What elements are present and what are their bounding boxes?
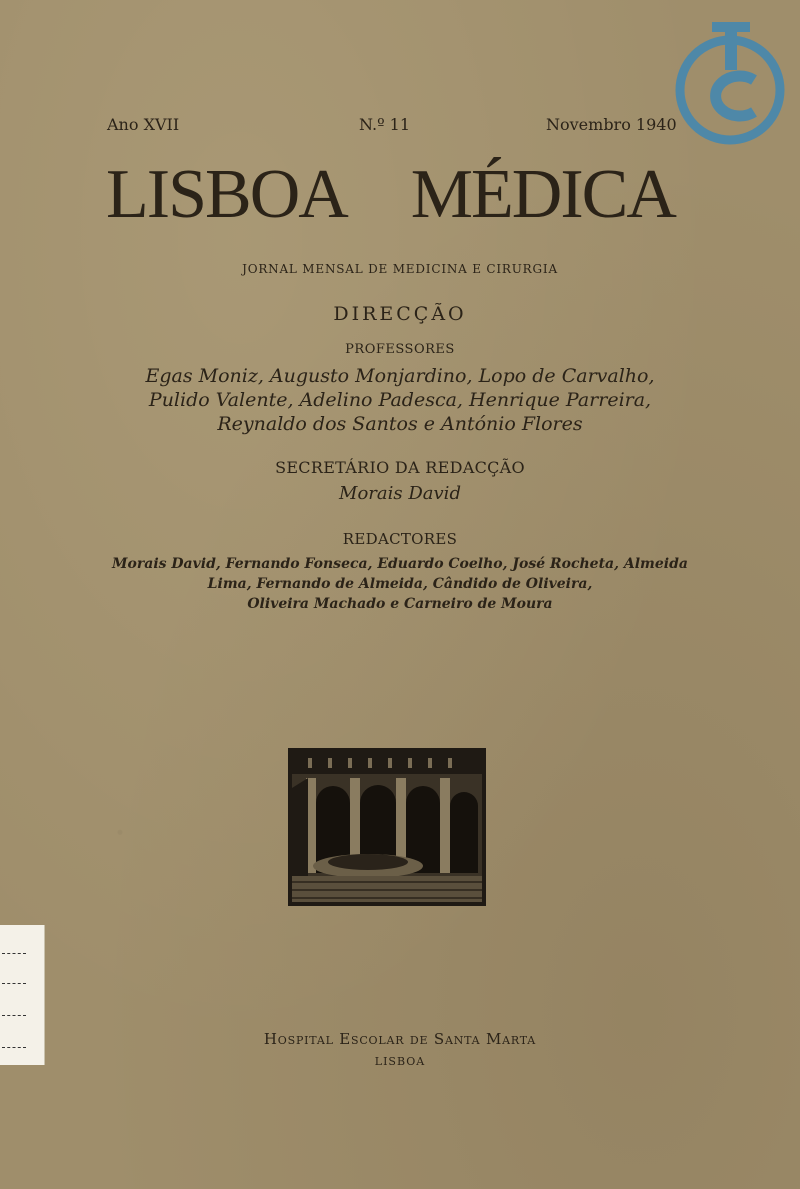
publisher-line: Hospital Escolar de Santa Marta bbox=[263, 1030, 537, 1048]
redactores-line: Lima, Fernando de Almeida, Cândido de Oliveira, bbox=[207, 576, 593, 592]
secretario-name: Morais David bbox=[339, 483, 461, 504]
journal-title bbox=[106, 156, 675, 233]
redactores-line: Morais David, Fernando Fonseca, Eduardo Coelho, José Rocheta, Almeida bbox=[112, 556, 688, 572]
professors-line: Reynaldo dos Santos e António Flores bbox=[217, 413, 583, 435]
issue-year: Ano XVII bbox=[107, 115, 180, 134]
title-word-medica: MÉDICA bbox=[410, 156, 675, 233]
secretario-heading: SECRETÁRIO DA REDACÇÃO bbox=[275, 458, 525, 477]
direccao-heading: DIRECÇÃO bbox=[333, 303, 467, 325]
library-stamp-logo bbox=[674, 20, 786, 146]
issue-number: N.º 11 bbox=[359, 115, 411, 134]
redactores-line: Oliveira Machado e Carneiro de Moura bbox=[247, 596, 553, 612]
issue-date: Novembro 1940 bbox=[546, 115, 677, 134]
library-label bbox=[0, 925, 45, 1065]
redactores-heading: REDACTORES bbox=[342, 530, 458, 548]
professores-label: PROFESSORES bbox=[345, 342, 455, 357]
publisher-city: LISBOA bbox=[374, 1055, 426, 1068]
journal-subtitle: JORNAL MENSAL DE MEDICINA E CIRURGIA bbox=[242, 262, 558, 276]
title-word-lisboa: LISBOA bbox=[106, 156, 347, 233]
professors-line: Pulido Valente, Adelino Padesca, Henrique Parreira, bbox=[148, 389, 652, 411]
cloister-woodcut-illustration bbox=[288, 748, 486, 906]
professors-line: Egas Moniz, Augusto Monjardino, Lopo de Carvalho, bbox=[145, 365, 655, 387]
